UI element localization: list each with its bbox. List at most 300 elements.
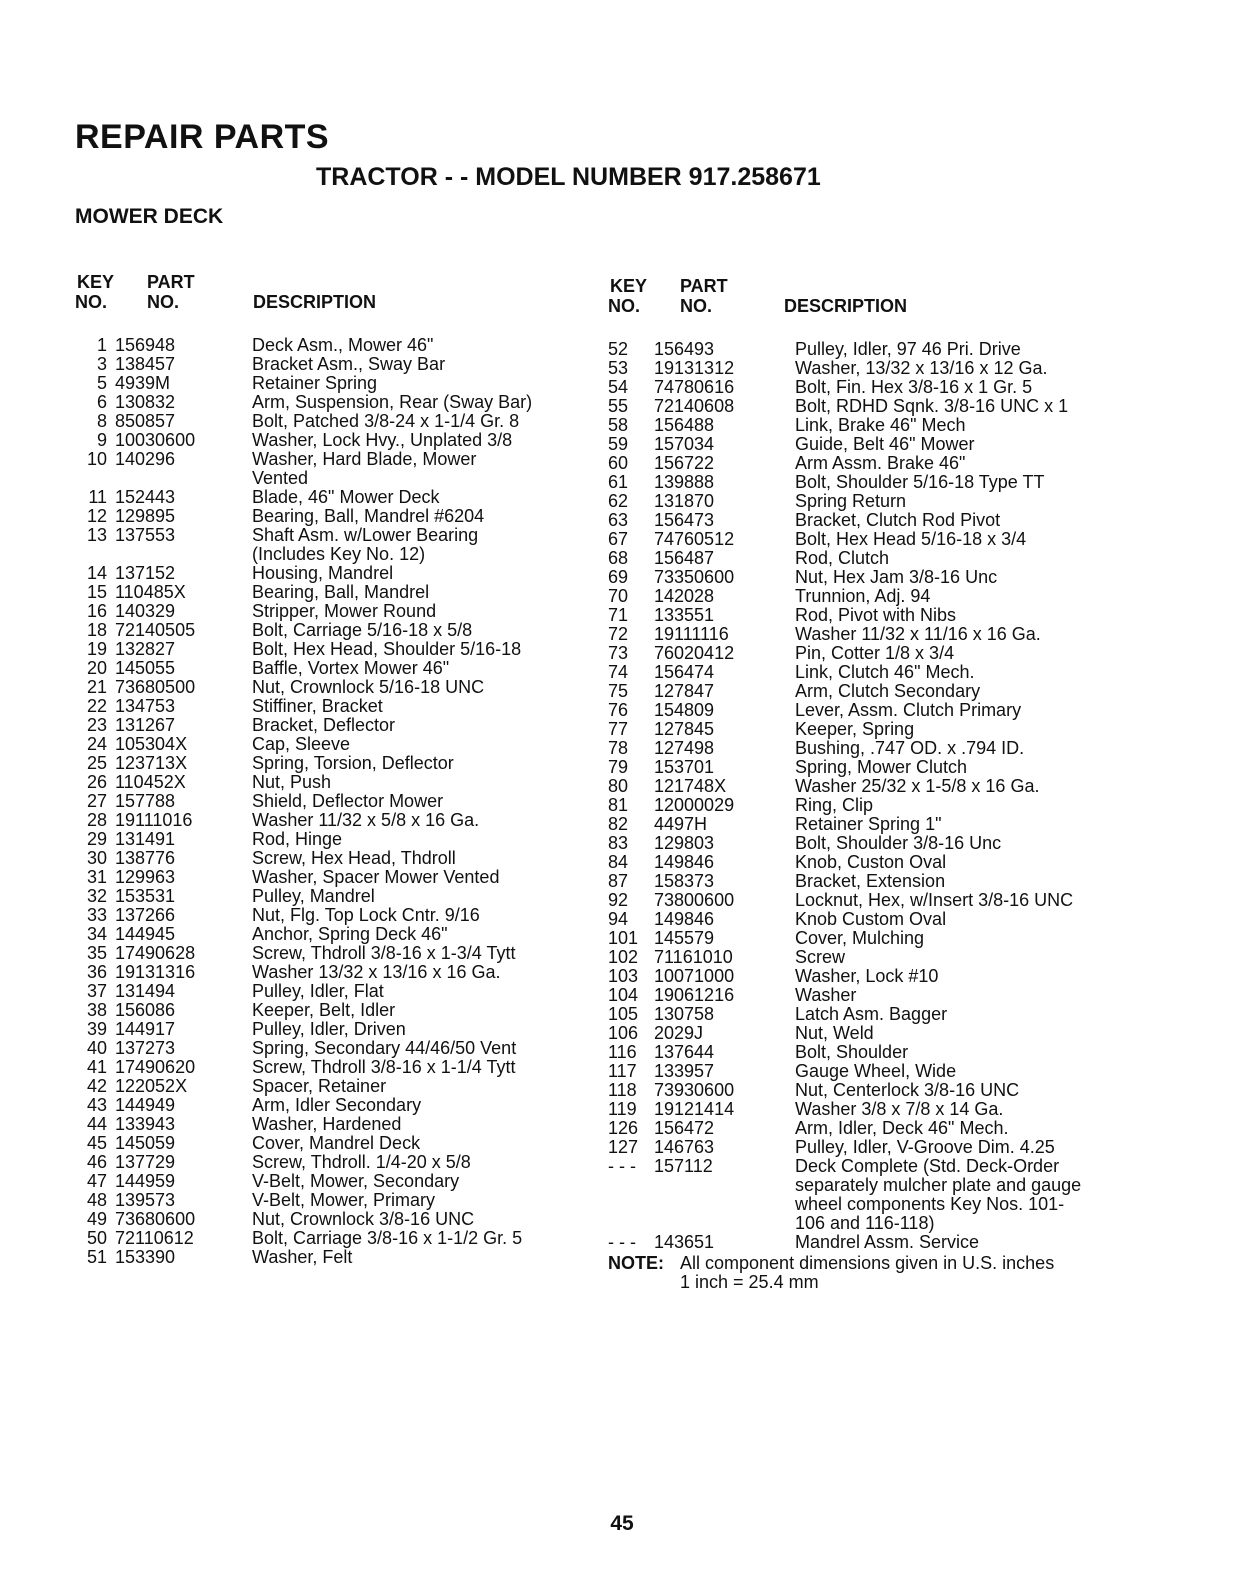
key-no: 62 — [608, 491, 629, 511]
part-row — [75, 811, 575, 830]
column-header — [75, 272, 575, 312]
part-description: Stiffiner, Bracket — [252, 696, 383, 716]
part-row — [608, 720, 1128, 739]
part-row — [608, 549, 1128, 568]
key-no-header — [75, 272, 133, 312]
part-description: Washer, Spacer Mower Vented — [252, 867, 500, 887]
part-no: 71161010 — [654, 947, 733, 967]
part-no: 19131312 — [654, 358, 735, 378]
key-no: 70 — [608, 586, 629, 606]
part-no: 131870 — [654, 491, 715, 511]
part-description: Rod, Clutch — [795, 548, 890, 568]
part-description: Spring, Secondary 44/46/50 Vent — [252, 1038, 517, 1058]
part-row — [608, 454, 1128, 473]
part-no: 72110612 — [115, 1228, 194, 1248]
key-no: 20 — [86, 658, 107, 678]
key-no: 73 — [608, 643, 629, 663]
part-no: 144949 — [115, 1095, 176, 1115]
part-row — [608, 359, 1128, 378]
part-row — [608, 606, 1128, 625]
part-description: Washer, Hardened — [252, 1114, 402, 1134]
part-row — [608, 340, 1128, 359]
part-description: Latch Asm. Bagger — [795, 1004, 948, 1024]
part-no: 156473 — [654, 510, 715, 530]
key-no: 41 — [86, 1057, 107, 1077]
key-no: 8 — [96, 411, 107, 431]
key-no: 87 — [608, 871, 629, 891]
part-description: Pulley, Idler, V-Groove Dim. 4.25 — [795, 1137, 1055, 1157]
part-description: Shaft Asm. w/Lower Bearing (Includes Key No. 12) — [252, 525, 479, 564]
key-no: 29 — [86, 829, 107, 849]
part-description: Bolt, Hex Head 5/16-18 x 3/4 — [795, 529, 1027, 549]
key-no: 30 — [86, 848, 107, 868]
part-row — [75, 564, 575, 583]
part-no: 145055 — [115, 658, 176, 678]
part-description: Bearing, Ball, Mandrel #6204 — [252, 506, 485, 526]
key-no: 16 — [86, 601, 107, 621]
part-description: Deck Complete (Std. Deck-Order separately mulcher plate and gauge wheel components Key Nos. 101- 106 and 116-118) — [795, 1156, 1082, 1233]
part-description: Lever, Assm. Clutch Primary — [795, 700, 1022, 720]
key-no: 101 — [608, 928, 639, 948]
part-no: 137152 — [115, 563, 176, 583]
key-no: 39 — [86, 1019, 107, 1039]
part-description: Rod, Pivot with Nibs — [795, 605, 957, 625]
key-no: 51 — [86, 1247, 107, 1267]
part-description: Bracket Asm., Sway Bar — [252, 354, 446, 374]
key-no: 67 — [608, 529, 629, 549]
part-no: 12000029 — [654, 795, 735, 815]
key-no: 75 — [608, 681, 629, 701]
part-no: 137644 — [654, 1042, 715, 1062]
part-row — [608, 625, 1128, 644]
part-no: 122052X — [115, 1076, 188, 1096]
part-row — [75, 754, 575, 773]
key-no: 103 — [608, 966, 639, 986]
part-description: Mandrel Assm. Service — [795, 1232, 980, 1252]
part-description: Arm, Clutch Secondary — [795, 681, 981, 701]
key-no: 127 — [608, 1137, 639, 1157]
key-no: 118 — [608, 1080, 637, 1100]
key-no: 68 — [608, 548, 629, 568]
part-row — [608, 1233, 1128, 1252]
key-no: 26 — [86, 772, 107, 792]
part-no: 133957 — [654, 1061, 715, 1081]
key-no: 54 — [608, 377, 629, 397]
part-no: 130832 — [115, 392, 176, 412]
part-description: Pulley, Idler, 97 46 Pri. Drive — [795, 339, 1021, 359]
part-no: 158373 — [654, 871, 715, 891]
part-description: Screw, Hex Head, Thdroll — [252, 848, 456, 868]
part-no: 144959 — [115, 1171, 176, 1191]
key-no: 105 — [608, 1004, 639, 1024]
part-description: Bracket, Deflector — [252, 715, 396, 735]
part-description: Washer, Lock #10 — [795, 966, 939, 986]
key-no: 12 — [86, 506, 107, 526]
key-no: 59 — [608, 434, 629, 454]
part-no: 127845 — [654, 719, 715, 739]
part-no: 153531 — [115, 886, 176, 906]
part-row — [608, 378, 1128, 397]
key-no: 47 — [86, 1171, 107, 1191]
part-row — [75, 716, 575, 735]
key-no: 106 — [608, 1023, 639, 1043]
part-row — [75, 887, 575, 906]
key-no: 18 — [86, 620, 107, 640]
key-no: 42 — [86, 1076, 107, 1096]
part-no: 17490620 — [115, 1057, 196, 1077]
part-description: Washer, Lock Hvy., Unplated 3/8 — [252, 430, 513, 450]
part-no: 131494 — [115, 981, 176, 1001]
part-row — [608, 1024, 1128, 1043]
part-no: 850857 — [115, 411, 176, 431]
part-no: 157034 — [654, 434, 715, 454]
part-row — [608, 587, 1128, 606]
part-description: V-Belt, Mower, Secondary — [252, 1171, 460, 1191]
parts-rows-left — [75, 336, 575, 1267]
key-no: 55 — [608, 396, 629, 416]
part-row — [75, 1248, 575, 1267]
part-description: Nut, Crownlock 5/16-18 UNC — [252, 677, 485, 697]
part-row — [75, 868, 575, 887]
key-no: 77 — [608, 719, 629, 739]
part-row — [75, 1058, 575, 1077]
key-no: 28 — [86, 810, 107, 830]
part-row — [608, 1043, 1128, 1062]
key-no: 81 — [608, 795, 629, 815]
part-no: 17490628 — [115, 943, 196, 963]
part-no: 4497H — [654, 814, 708, 834]
part-row — [608, 1138, 1128, 1157]
part-description: Bolt, Carriage 5/16-18 x 5/8 — [252, 620, 473, 640]
note-label: NOTE: — [608, 1253, 664, 1273]
model-subtitle: TRACTOR - - MODEL NUMBER 917.258671 — [316, 163, 821, 191]
part-no: 140329 — [115, 601, 176, 621]
part-description: Bearing, Ball, Mandrel — [252, 582, 430, 602]
part-description: Screw, Thdroll 3/8-16 x 1-1/4 Tytt — [252, 1057, 516, 1077]
column-header — [608, 276, 1128, 316]
part-no: 153701 — [654, 757, 715, 777]
part-description: Nut, Flg. Top Lock Cntr. 9/16 — [252, 905, 480, 925]
part-no: 129963 — [115, 867, 176, 887]
part-description: Bushing, .747 OD. x .794 ID. — [795, 738, 1025, 758]
part-description: Washer — [795, 985, 857, 1005]
part-description: Knob Custom Oval — [795, 909, 947, 929]
part-description: Ring, Clip — [795, 795, 874, 815]
key-no-header — [608, 276, 666, 316]
part-no: 145059 — [115, 1133, 176, 1153]
part-description: Bolt, RDHD Sqnk. 3/8-16 UNC x 1 — [795, 396, 1069, 416]
part-no: 131491 — [115, 829, 176, 849]
key-no: 21 — [86, 677, 107, 697]
part-row — [75, 659, 575, 678]
key-no: 46 — [86, 1152, 107, 1172]
part-row — [608, 777, 1128, 796]
part-description: Anchor, Spring Deck 46" — [252, 924, 448, 944]
part-description: Baffle, Vortex Mower 46" — [252, 658, 450, 678]
part-description: Bolt, Shoulder — [795, 1042, 909, 1062]
key-no: 60 — [608, 453, 629, 473]
part-description: Keeper, Belt, Idler — [252, 1000, 396, 1020]
key-no: 126 — [608, 1118, 639, 1138]
part-row — [608, 473, 1128, 492]
part-no: 137273 — [115, 1038, 176, 1058]
key-no: 69 — [608, 567, 629, 587]
key-header-line1: KEY — [610, 276, 648, 296]
part-row — [75, 374, 575, 393]
part-row — [608, 967, 1128, 986]
part-no: 73930600 — [654, 1080, 735, 1100]
key-no: 63 — [608, 510, 629, 530]
part-no: 73680600 — [115, 1209, 196, 1229]
part-row — [608, 663, 1128, 682]
part-no: 146763 — [654, 1137, 715, 1157]
part-description: Washer 25/32 x 1-5/8 x 16 Ga. — [795, 776, 1040, 796]
part-description: Locknut, Hex, w/Insert 3/8-16 UNC — [795, 890, 1074, 910]
part-no: 137729 — [115, 1152, 176, 1172]
part-row — [75, 792, 575, 811]
part-description: Spring, Mower Clutch — [795, 757, 968, 777]
key-no: - - - — [608, 1232, 636, 1252]
section-title: MOWER DECK — [75, 205, 224, 228]
part-no: 121748X — [654, 776, 727, 796]
part-description: Washer, Hard Blade, Mower Vented — [252, 449, 477, 488]
part-no: 76020412 — [654, 643, 735, 663]
part-no: 153390 — [115, 1247, 176, 1267]
part-row — [608, 682, 1128, 701]
key-no: 79 — [608, 757, 629, 777]
part-row — [608, 511, 1128, 530]
key-no: 11 — [88, 487, 107, 507]
part-row — [608, 815, 1128, 834]
part-no: 156086 — [115, 1000, 176, 1020]
part-description: V-Belt, Mower, Primary — [252, 1190, 436, 1210]
part-description: Pin, Cotter 1/8 x 3/4 — [795, 643, 955, 663]
part-row — [75, 963, 575, 982]
part-description: Link, Brake 46" Mech — [795, 415, 966, 435]
key-no: 117 — [608, 1061, 637, 1081]
key-no: 22 — [86, 696, 107, 716]
key-no: 72 — [608, 624, 629, 644]
dimension-note — [608, 1254, 1128, 1292]
key-no: - - - — [608, 1156, 636, 1176]
part-no: 144917 — [115, 1019, 176, 1039]
part-row — [608, 891, 1128, 910]
key-no: 23 — [86, 715, 107, 735]
part-no: 130758 — [654, 1004, 715, 1024]
part-no: 156488 — [654, 415, 715, 435]
part-no: 2029J — [654, 1023, 704, 1043]
part-description: Guide, Belt 46" Mower — [795, 434, 975, 454]
part-description: Pulley, Idler, Flat — [252, 981, 384, 1001]
key-no: 19 — [86, 639, 107, 659]
part-row — [608, 644, 1128, 663]
part-no: 19111116 — [654, 624, 729, 644]
key-no: 40 — [86, 1038, 107, 1058]
key-no: 25 — [86, 753, 107, 773]
part-description: Nut, Centerlock 3/8-16 UNC — [795, 1080, 1020, 1100]
part-header-line1: PART — [147, 272, 195, 292]
part-description: Bolt, Shoulder 3/8-16 Unc — [795, 833, 1002, 853]
part-description: Arm, Idler, Deck 46" Mech. — [795, 1118, 1009, 1138]
part-row — [75, 450, 575, 488]
key-no: 78 — [608, 738, 629, 758]
part-no: 73680500 — [115, 677, 196, 697]
key-no: 13 — [86, 525, 107, 545]
key-no: 61 — [608, 472, 629, 492]
part-row — [75, 697, 575, 716]
key-no: 31 — [86, 867, 107, 887]
part-row — [75, 431, 575, 450]
parts-list-left — [75, 272, 575, 1267]
part-description: Nut, Crownlock 3/8-16 UNC — [252, 1209, 475, 1229]
part-row — [608, 1005, 1128, 1024]
part-no: 110485X — [115, 582, 186, 602]
part-row — [75, 1210, 575, 1229]
part-no: 72140608 — [654, 396, 735, 416]
key-no: 14 — [86, 563, 107, 583]
part-no: 144945 — [115, 924, 176, 944]
part-description: Washer 11/32 x 11/16 x 16 Ga. — [795, 624, 1041, 644]
part-row — [75, 1001, 575, 1020]
part-no: 10071000 — [654, 966, 735, 986]
key-no: 116 — [608, 1042, 637, 1062]
part-no: 133551 — [654, 605, 715, 625]
part-no: 73800600 — [654, 890, 735, 910]
part-row — [75, 621, 575, 640]
part-row — [608, 435, 1128, 454]
part-row — [608, 796, 1128, 815]
part-no: 74760512 — [654, 529, 735, 549]
part-no: 19111016 — [115, 810, 193, 830]
part-no: 4939M — [115, 373, 171, 393]
part-row — [608, 986, 1128, 1005]
key-no: 27 — [86, 791, 107, 811]
part-description: Bolt, Patched 3/8-24 x 1-1/4 Gr. 8 — [252, 411, 520, 431]
part-row — [608, 568, 1128, 587]
part-no: 10030600 — [115, 430, 196, 450]
part-description: Bolt, Shoulder 5/16-18 Type TT — [795, 472, 1045, 492]
part-description: Retainer Spring — [252, 373, 378, 393]
part-row — [75, 1229, 575, 1248]
part-no: 133943 — [115, 1114, 176, 1134]
part-no: 129895 — [115, 506, 176, 526]
part-row — [608, 872, 1128, 891]
part-row — [75, 1039, 575, 1058]
part-row — [75, 507, 575, 526]
part-no: 138776 — [115, 848, 176, 868]
key-no: 32 — [86, 886, 107, 906]
part-row — [75, 412, 575, 431]
part-row — [75, 1153, 575, 1172]
part-no: 157788 — [115, 791, 176, 811]
part-row — [75, 1096, 575, 1115]
part-no: 123713X — [115, 753, 188, 773]
part-row — [608, 416, 1128, 435]
part-description: Rod, Hinge — [252, 829, 343, 849]
part-row — [608, 1157, 1128, 1233]
part-no: 110452X — [115, 772, 186, 792]
part-no: 156722 — [654, 453, 715, 473]
part-row — [608, 834, 1128, 853]
part-row — [75, 982, 575, 1001]
key-no: 34 — [86, 924, 107, 944]
part-row — [608, 492, 1128, 511]
page-number: 45 — [610, 1512, 634, 1535]
note-text: All component dimensions given in U.S. inches 1 inch = 25.4 mm — [680, 1253, 1055, 1292]
part-row — [608, 1081, 1128, 1100]
part-row — [75, 526, 575, 564]
part-description: Cap, Sleeve — [252, 734, 351, 754]
part-row — [75, 1115, 575, 1134]
part-description: Washer, 13/32 x 13/16 x 12 Ga. — [795, 358, 1048, 378]
part-row — [75, 925, 575, 944]
part-description: Screw, Thdroll 3/8-16 x 1-3/4 Tytt — [252, 943, 516, 963]
key-no: 104 — [608, 985, 639, 1005]
part-no: 19121414 — [654, 1099, 735, 1119]
part-row — [75, 735, 575, 754]
part-no: 142028 — [654, 586, 715, 606]
part-no: 152443 — [115, 487, 176, 507]
description-header: DESCRIPTION — [784, 296, 908, 316]
parts-rows-right — [608, 340, 1128, 1252]
key-no: 71 — [608, 605, 629, 625]
part-description: Bracket, Extension — [795, 871, 946, 891]
key-no: 36 — [86, 962, 107, 982]
key-no: 6 — [96, 392, 107, 412]
part-no: 156472 — [654, 1118, 715, 1138]
part-description: Bolt, Fin. Hex 3/8-16 x 1 Gr. 5 — [795, 377, 1033, 397]
part-no: 149846 — [654, 909, 715, 929]
part-header-line1: PART — [680, 276, 728, 296]
part-no: 145579 — [654, 928, 715, 948]
part-row — [75, 944, 575, 963]
part-no: 156948 — [115, 335, 176, 355]
part-no: 156493 — [654, 339, 715, 359]
part-row — [608, 910, 1128, 929]
part-description: Spring Return — [795, 491, 907, 511]
description-header: DESCRIPTION — [253, 292, 377, 312]
key-no: 80 — [608, 776, 629, 796]
part-no: 137266 — [115, 905, 176, 925]
part-row — [75, 393, 575, 412]
part-no: 156487 — [654, 548, 715, 568]
part-description: Bolt, Carriage 3/8-16 x 1-1/2 Gr. 5 — [252, 1228, 523, 1248]
part-row — [608, 739, 1128, 758]
part-description: Knob, Custon Oval — [795, 852, 947, 872]
part-row — [608, 853, 1128, 872]
key-header-line2: NO. — [75, 292, 108, 312]
part-description: Bracket, Clutch Rod Pivot — [795, 510, 1001, 530]
key-no: 33 — [86, 905, 107, 925]
part-row — [75, 773, 575, 792]
part-description: Trunnion, Adj. 94 — [795, 586, 931, 606]
part-row — [75, 1077, 575, 1096]
key-no: 53 — [608, 358, 629, 378]
part-description: Pulley, Mandrel — [252, 886, 375, 906]
part-no: 132827 — [115, 639, 176, 659]
part-row — [608, 1100, 1128, 1119]
key-no: 49 — [86, 1209, 107, 1229]
key-no: 35 — [86, 943, 107, 963]
part-no: 156474 — [654, 662, 715, 682]
part-description: Screw, Thdroll. 1/4-20 x 5/8 — [252, 1152, 471, 1172]
key-no: 50 — [86, 1228, 107, 1248]
key-no: 84 — [608, 852, 629, 872]
part-header-line2: NO. — [680, 296, 713, 316]
part-no: 157112 — [654, 1156, 713, 1176]
part-description: Screw — [795, 947, 846, 967]
part-no: 19131316 — [115, 962, 196, 982]
